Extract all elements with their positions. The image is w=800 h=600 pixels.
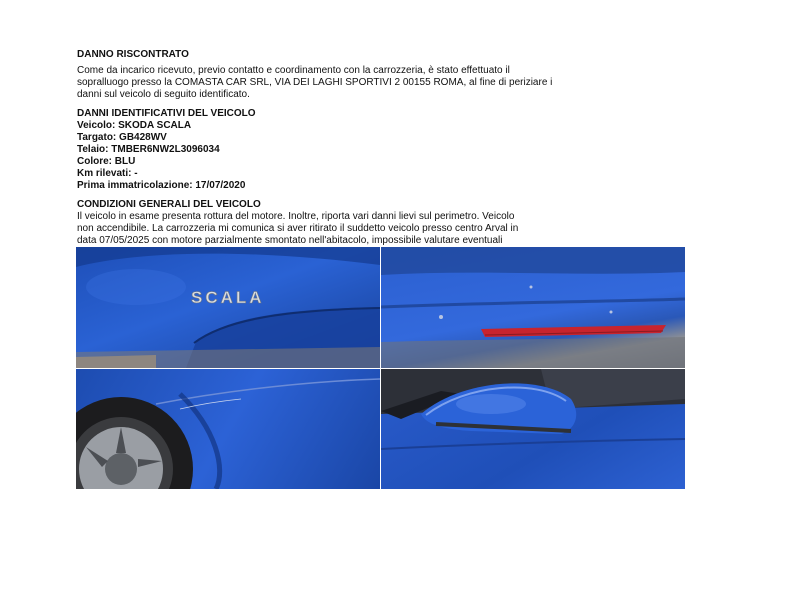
text-line: non accendibile. La carrozzeria mi comunica si aver ritirato il suddetto veicolo presso centro Arval in (77, 223, 519, 234)
spec-targato: Targato: GB428WV (77, 132, 167, 143)
heading-danno-riscontrato: DANNO RISCONTRATO (77, 49, 189, 60)
document-page (77, 48, 717, 259)
spec-telaio: Telaio: TMBER6NW2L3096034 (77, 144, 220, 155)
spec-colore: Colore: BLU (77, 156, 136, 167)
text-line: sopralluogo presso la COMASTA CAR SRL, VIA DEI LAGHI SPORTIVI 2 00155 ROMA, al fine di periziare i (77, 77, 553, 88)
spec-km: Km rilevati: - (77, 168, 138, 179)
text-line: Come da incarico ricevuto, previo contatto e coordinamento con la carrozzeria, è stato effettuato il (77, 65, 510, 76)
photo-wheel-arch (76, 369, 380, 489)
text-line: data 07/05/2025 con motore parzialmente smontato nell'abitacolo, impossibile valutare eventuali (77, 235, 503, 246)
photo-rear-bumper (381, 247, 685, 368)
photo-side-mirror (381, 369, 685, 489)
spec-immatricolazione: Prima immatricolazione: 17/07/2020 (77, 180, 246, 191)
section-danno-riscontrato (77, 48, 717, 101)
text-line: Il veicolo in esame presenta rottura del motore. Inoltre, riporta vari danni lievi sul perimetro. Veicolo (77, 211, 515, 222)
spec-veicolo: Veicolo: SKODA SCALA (77, 120, 192, 131)
photo-grid (76, 247, 685, 489)
heading-condizioni-generali: CONDIZIONI GENERALI DEL VEICOLO (77, 199, 261, 210)
scala-badge: SCALA (191, 288, 265, 307)
text-line: danni sul veicolo di seguito identificato. (77, 89, 250, 100)
heading-danni-identificativi: DANNI IDENTIFICATIVI DEL VEICOLO (77, 108, 256, 119)
paragraph-incarico (77, 65, 717, 101)
photo-rear-badge (76, 247, 380, 368)
section-danni-identificativi (77, 107, 717, 192)
